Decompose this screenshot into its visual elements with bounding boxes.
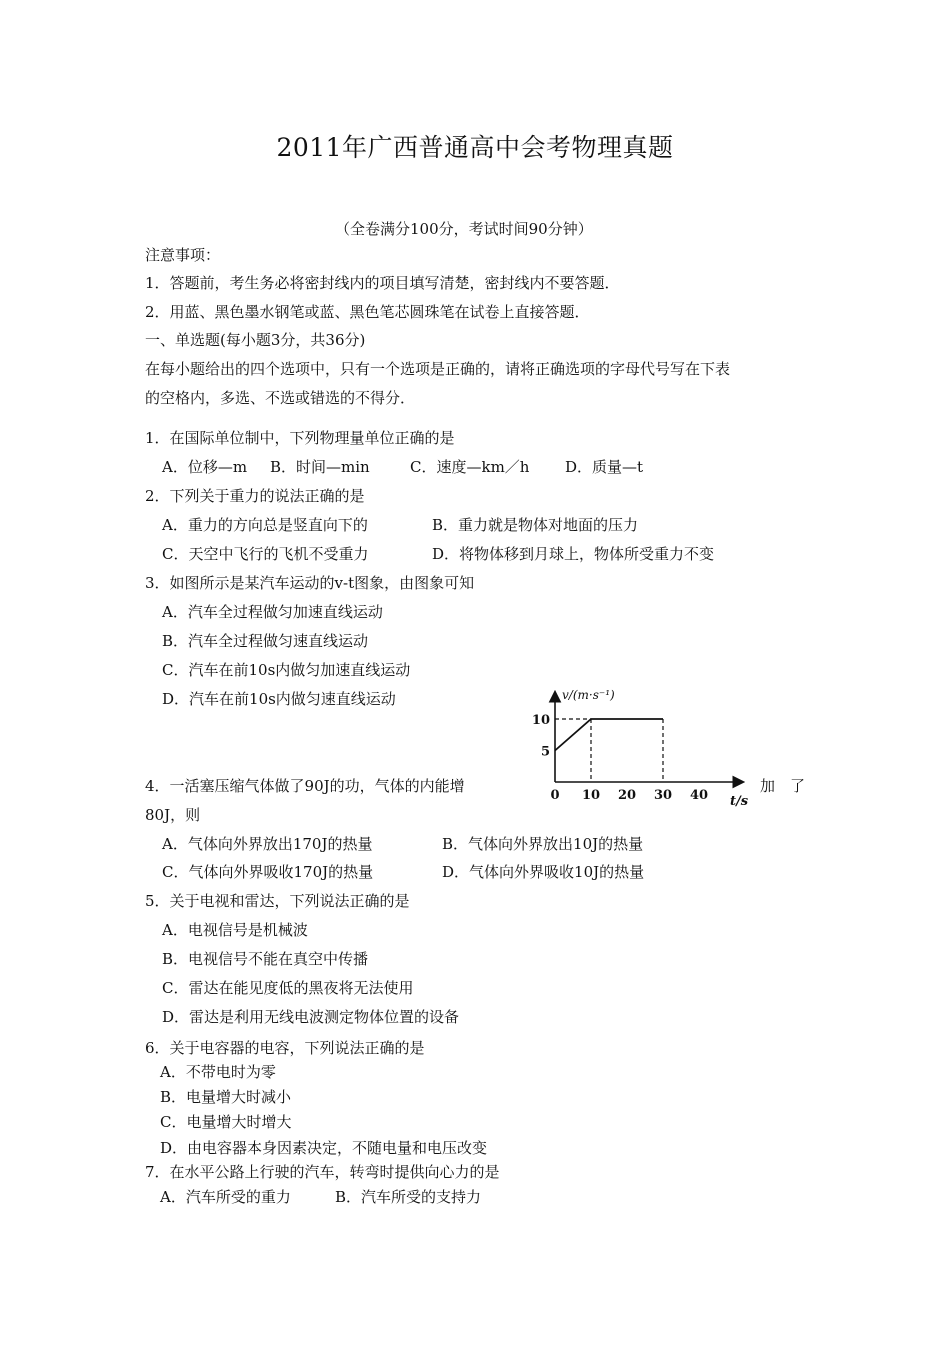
option-a: A．位移—m bbox=[162, 458, 248, 476]
question-stem: 3．如图所示是某汽车运动的v-t图象，由图象可知 bbox=[145, 574, 475, 592]
y-tick-label: 10 bbox=[531, 713, 550, 728]
option-b: B．重力就是物体对地面的压力 bbox=[432, 516, 639, 534]
option-b: B．电视信号不能在真空中传播 bbox=[162, 950, 369, 968]
question-stem: 5．关于电视和雷达，下列说法正确的是 bbox=[145, 892, 410, 910]
option-a: A．电视信号是机械波 bbox=[162, 921, 308, 939]
option-c: C．速度—km／h bbox=[410, 458, 530, 476]
section-instruction: 在每小题给出的四个选项中，只有一个选项是正确的，请将正确选项的字母代号写在下表 bbox=[145, 360, 731, 378]
series-line bbox=[555, 719, 663, 751]
option-d: D．气体向外界吸收10J的热量 bbox=[442, 863, 645, 881]
option-d: D．雷达是利用无线电波测定物体位置的设备 bbox=[162, 1008, 460, 1026]
option-b: B．汽车全过程做匀速直线运动 bbox=[162, 632, 369, 650]
option-c: C．气体向外界吸收170J的热量 bbox=[162, 863, 374, 881]
x-tick-label: 30 bbox=[653, 788, 673, 803]
option-a: A．重力的方向总是竖直向下的 bbox=[162, 516, 368, 534]
question-stem: 6．关于电容器的电容，下列说法正确的是 bbox=[145, 1039, 425, 1057]
notice-item: 2．用蓝、黑色墨水钢笔或蓝、黑色笔芯圆珠笔在试卷上直接答题． bbox=[145, 303, 590, 321]
option-b: B．时间—min bbox=[270, 458, 370, 476]
option-c: C．天空中飞行的飞机不受重力 bbox=[162, 545, 369, 563]
option-b: B．汽车所受的支持力 bbox=[335, 1188, 482, 1206]
option-c: C．汽车在前10s内做匀加速直线运动 bbox=[162, 661, 411, 679]
section-heading: 一、单选题(每小题3分，共36分) bbox=[145, 331, 366, 349]
option-d: D．将物体移到月球上，物体所受重力不变 bbox=[432, 545, 715, 563]
option-d: D．汽车在前10s内做匀速直线运动 bbox=[162, 690, 396, 708]
option-d: D．质量—t bbox=[565, 458, 644, 476]
vt-chart bbox=[530, 683, 760, 813]
question-stem: 4．一活塞压缩气体做了90J的功，气体的内能增 bbox=[145, 777, 465, 795]
section-instruction: 的空格内，多选、不选或错选的不得分． bbox=[145, 389, 416, 407]
x-tick-label: 20 bbox=[617, 788, 637, 803]
notice-item: 1．答题前，考生务必将密封线内的项目填写清楚，密封线内不要答题． bbox=[145, 274, 620, 292]
option-a: A．汽车所受的重力 bbox=[160, 1188, 291, 1206]
question-stem-cont: 80J，则 bbox=[145, 806, 201, 824]
option-c: C．雷达在能见度低的黑夜将无法使用 bbox=[162, 979, 414, 997]
option-c: C．电量增大时增大 bbox=[160, 1113, 292, 1131]
exam-info: （全卷满分100分，考试时间90分钟） bbox=[335, 220, 593, 238]
x-tick-label: 0 bbox=[550, 788, 560, 803]
x-tick-label: 40 bbox=[689, 788, 709, 803]
option-a: A．汽车全过程做匀加速直线运动 bbox=[162, 603, 383, 621]
question-stem: 2．下列关于重力的说法正确的是 bbox=[145, 487, 365, 505]
y-axis-label: v/(m·s⁻¹) bbox=[562, 688, 615, 702]
option-b: B．电量增大时减小 bbox=[160, 1088, 292, 1106]
question-stem: 1．在国际单位制中，下列物理量单位正确的是 bbox=[145, 429, 455, 447]
option-a: A．气体向外界放出170J的热量 bbox=[162, 835, 373, 853]
option-b: B．气体向外界放出10J的热量 bbox=[442, 835, 644, 853]
page-title: 2011年广西普通高中会考物理真题 bbox=[276, 133, 674, 162]
y-tick-label: 5 bbox=[540, 744, 550, 760]
question-stem-cont: 加 了 bbox=[760, 777, 806, 795]
option-d: D．由电容器本身因素决定，不随电量和电压改变 bbox=[160, 1139, 488, 1157]
x-tick-label: 10 bbox=[581, 788, 601, 803]
x-axis-label: t/s bbox=[730, 794, 749, 809]
notice-heading: 注意事项： bbox=[145, 246, 221, 264]
option-a: A．不带电时为零 bbox=[160, 1063, 276, 1081]
question-stem: 7．在水平公路上行驶的汽车，转弯时提供向心力的是 bbox=[145, 1163, 500, 1181]
